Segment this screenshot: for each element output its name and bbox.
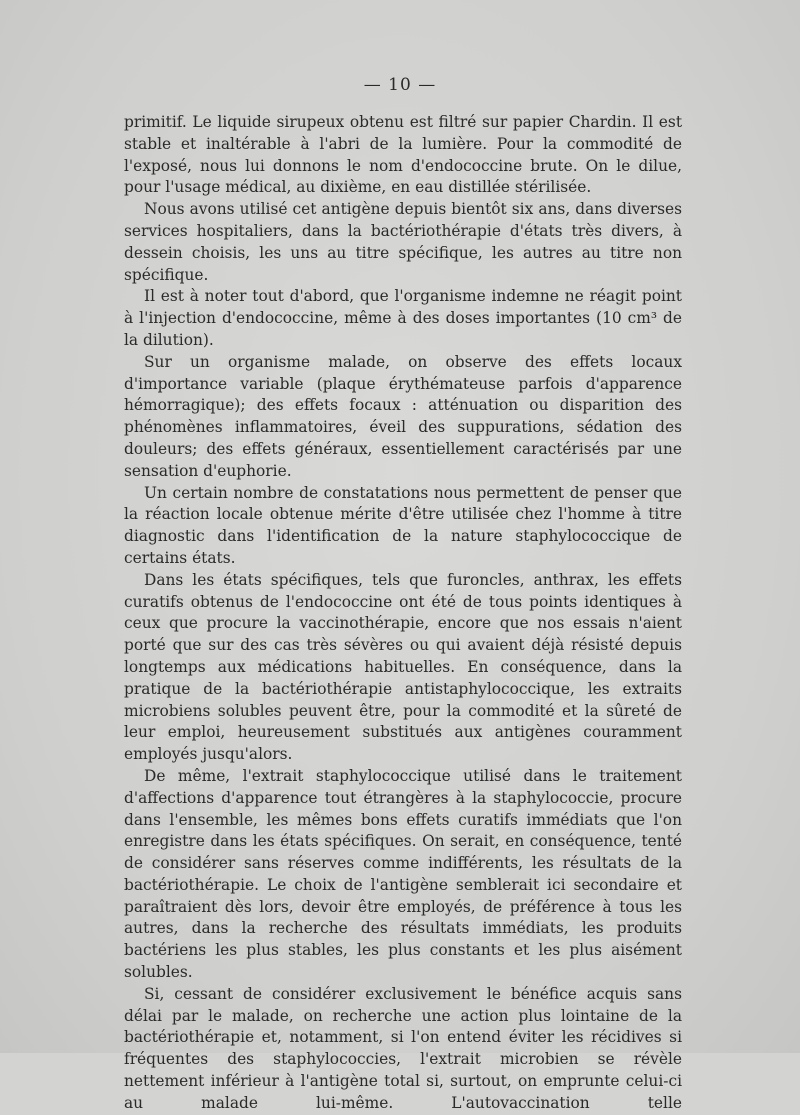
paragraph-8: Si, cessant de considérer exclusivement le bénéfice acquis sans délai par le malade, on recherche une action plus lointaine de la bactériothérapie et, notamment, si l'on entend éviter les récidives si fréquentes des staphylococcies, l'extrait microbien se révèle nettement inférieur à l'antigène total si, surtout, on emprunte celui-ci au malade lui-même. L'autovaccination telle [124,984,682,1112]
paragraph-6: Dans les états spécifiques, tels que furoncles, anthrax, les effets curatifs obtenus de l'endococcine ont été de tous points identiques à ceux que procure la vaccinothérapie, encore que nos essais n'aient porté que sur des cas très sévères ou qui avaient déjà résisté depuis longtemps aux médications habituelles. En conséquence, dans la pratique de la bactériothérapie antistaphylococcique, les extraits microbiens solubles peuvent être, pour la commodité et la sûreté de leur emploi, heureusement substitués aux antigènes couramment employés jusqu'alors. [124,570,682,764]
paragraph-3: Il est à noter tout d'abord, que l'organisme indemne ne réagit point à l'injection d'endococcine, même à des doses importantes (10 cm³ de la dilution). [124,287,682,349]
paragraph-4: Sur un organisme malade, on observe des effets locaux d'importance variable (plaque érythémateuse parfois d'apparence hémorragique); des effets focaux : atténuation ou disparition des phénomènes inflammatoires, éveil des suppurations, sédation des douleurs; des effets généraux, essentiellement caractérisés par une sensation d'euphorie. [124,352,682,480]
body-text [124,112,682,1115]
page-number: — 10 — [363,75,437,95]
paragraph-7: De même, l'extrait staphylococcique utilisé dans le traitement d'affections d'apparence tout étrangères à la staphylococcie, procure dans l'ensemble, les mêmes bons effets curatifs immédiats que l'on enregistre dans les états spécifiques. On serait, en conséquence, tenté de considérer sans réserves comme indifférents, les résultats de la bactériothérapie. Le choix de l'antigène semblerait ici secondaire et paraîtraient dès lors, devoir être employés, de préférence à tous les autres, dans la recherche des résultats immédiats, les produits bactériens les plus stables, les plus constants et les plus aisément solubles. [124,766,682,982]
paragraph-2: Nous avons utilisé cet antigène depuis bientôt six ans, dans diverses services hospitaliers, dans la bactériothérapie d'états très divers, à dessein choisis, les uns au titre spécifique, les autres au titre non spécifique. [124,200,682,284]
paragraph-5: Un certain nombre de constatations nous permettent de penser que la réaction locale obtenue mérite d'être utilisée chez l'homme à titre diagnostic dans l'identification de la nature staphylococcique de certains états. [124,483,682,567]
paragraph-1: primitif. Le liquide sirupeux obtenu est filtré sur papier Chardin. Il est stable et inaltérable à l'abri de la lumière. Pour la commodité de l'exposé, nous lui donnons le nom d'endococcine brute. On le dilue, pour l'usage médical, au dixième, en eau distillée stérilisée. [124,113,682,197]
